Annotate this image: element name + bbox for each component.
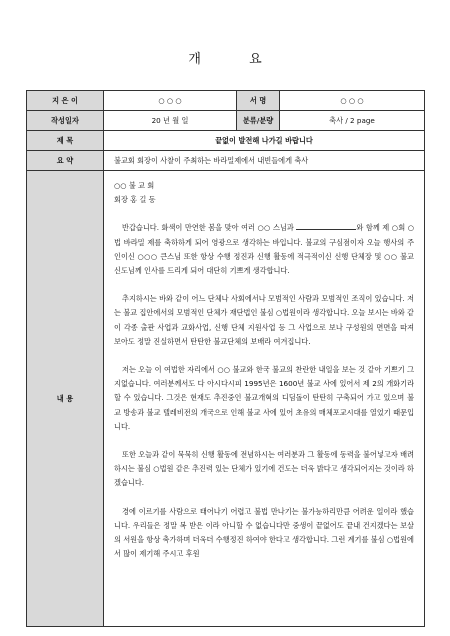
speaker-name: 회장 홍 길 동 <box>114 195 156 205</box>
row-author <box>27 91 425 111</box>
recipient-label: 서 명 <box>237 91 280 111</box>
author-label: 지 은 이 <box>27 91 104 111</box>
summary-value: 불교회 회장이 사찰이 주최하는 바라밀제에서 내빈들에게 축사 <box>104 151 425 171</box>
overview-form <box>26 90 425 627</box>
content-label: 내 용 <box>27 171 104 627</box>
subject-value: 끝없이 발전해 나가길 바랍니다 <box>104 131 425 151</box>
row-date <box>27 111 425 131</box>
author-value: ○ ○ ○ <box>104 91 237 111</box>
paragraph-1-rest: 와 함께 제 ○회 ○법 바라밀 제를 축하하게 되어 영광으로 생각하는 바입니다. 불교의 구심점이자 오늘 행사의 주인이신 ○○○ 큰스님 또한 항상 수행 정진과 신행 활동에 적극적이신 신행 단체장 및 ○○ 불교 신도님께 인사를 드리게 되어 대단히 기쁘게 생각합니다. <box>114 223 415 276</box>
row-summary <box>27 151 425 171</box>
category-value: 축사 / 2 page <box>280 111 425 131</box>
blank-line <box>296 221 356 230</box>
subject-label: 제 목 <box>27 131 104 151</box>
row-content <box>27 171 425 627</box>
date-label: 작성일자 <box>27 111 104 131</box>
paragraph-2: 추지하시는 바와 같이 어느 단체나 사회에서나 모범적인 사람과 모범적인 조직이 있습니다. 저는 불교 집안에서의 모범적인 단체가 재단법인 불심 ○법원이라 생각합니다. 오늘 보시는 바와 같이 각종 출판 사업과 교화사업, 신행 단체 지원사업 등 그 사업으로 보나 구성원의 면면을 따져 보아도 정말 진실하면서 탄탄한 불교단체의 보배라 여겨집니다. <box>114 294 415 346</box>
paragraph-1-start: 반갑습니다. 화색이 만연한 봄을 맞아 여러 ○○ 스님과 <box>122 223 294 233</box>
paragraph-4: 또한 오늘과 같이 묵묵히 신행 활동에 전념하시는 여러분과 그 활동에 동력을 불어넣고자 배려하시는 불심 ○법원 같은 추진력 있는 단체가 있기에 건도는 더욱 밝다고 생각되어지는 것이라 하겠습니다. <box>114 450 415 488</box>
document-title: 개 요 <box>188 52 284 67</box>
paragraph-1 <box>114 221 414 278</box>
paragraph-3: 저는 오늘 이 여법한 자리에서 ○○ 불교와 한국 불교의 찬란한 내일을 보는 것 같아 기쁘기 그지없습니다. 여러분께서도 다 아시다시피 1995년은 1600년 불교 사에 있어서 제 2의 개화기라 할 수 있습니다. 그것은 현재도 추진중인 불교개혁의 디딤돌이 탄탄히 구축되어 가고 있으며 불교 방송과 불교 텔레비전의 개국으로 인해 불교 사에 있어 초유의 매체포교시대를 열었기 때문입니다. <box>114 365 415 431</box>
summary-label: 요 약 <box>27 151 104 171</box>
content-body <box>104 171 425 627</box>
category-label: 분류/분량 <box>237 111 280 131</box>
recipient-value: ○ ○ ○ <box>280 91 425 111</box>
org-name: ○○ 불 교 회 <box>114 181 155 190</box>
paragraph-5: 경에 이르기를 사람으로 태어나기 어렵고 불법 만나기는 불가능하리만큼 어려운 일이라 했습니다. 우리들은 정말 복 받은 이라 아니할 수 없습니다만 중생이 끝없어도 끝내 건지겠다는 보살의 서원을 항상 축가하며 더욱더 수행정진 하여야 한다고 생각합니다. 그런 계기를 불심 ○법원에서 많이 제기해 주시고 후원 <box>114 506 415 559</box>
row-subject <box>27 131 425 151</box>
date-value: 20 년 월 일 <box>104 111 237 131</box>
